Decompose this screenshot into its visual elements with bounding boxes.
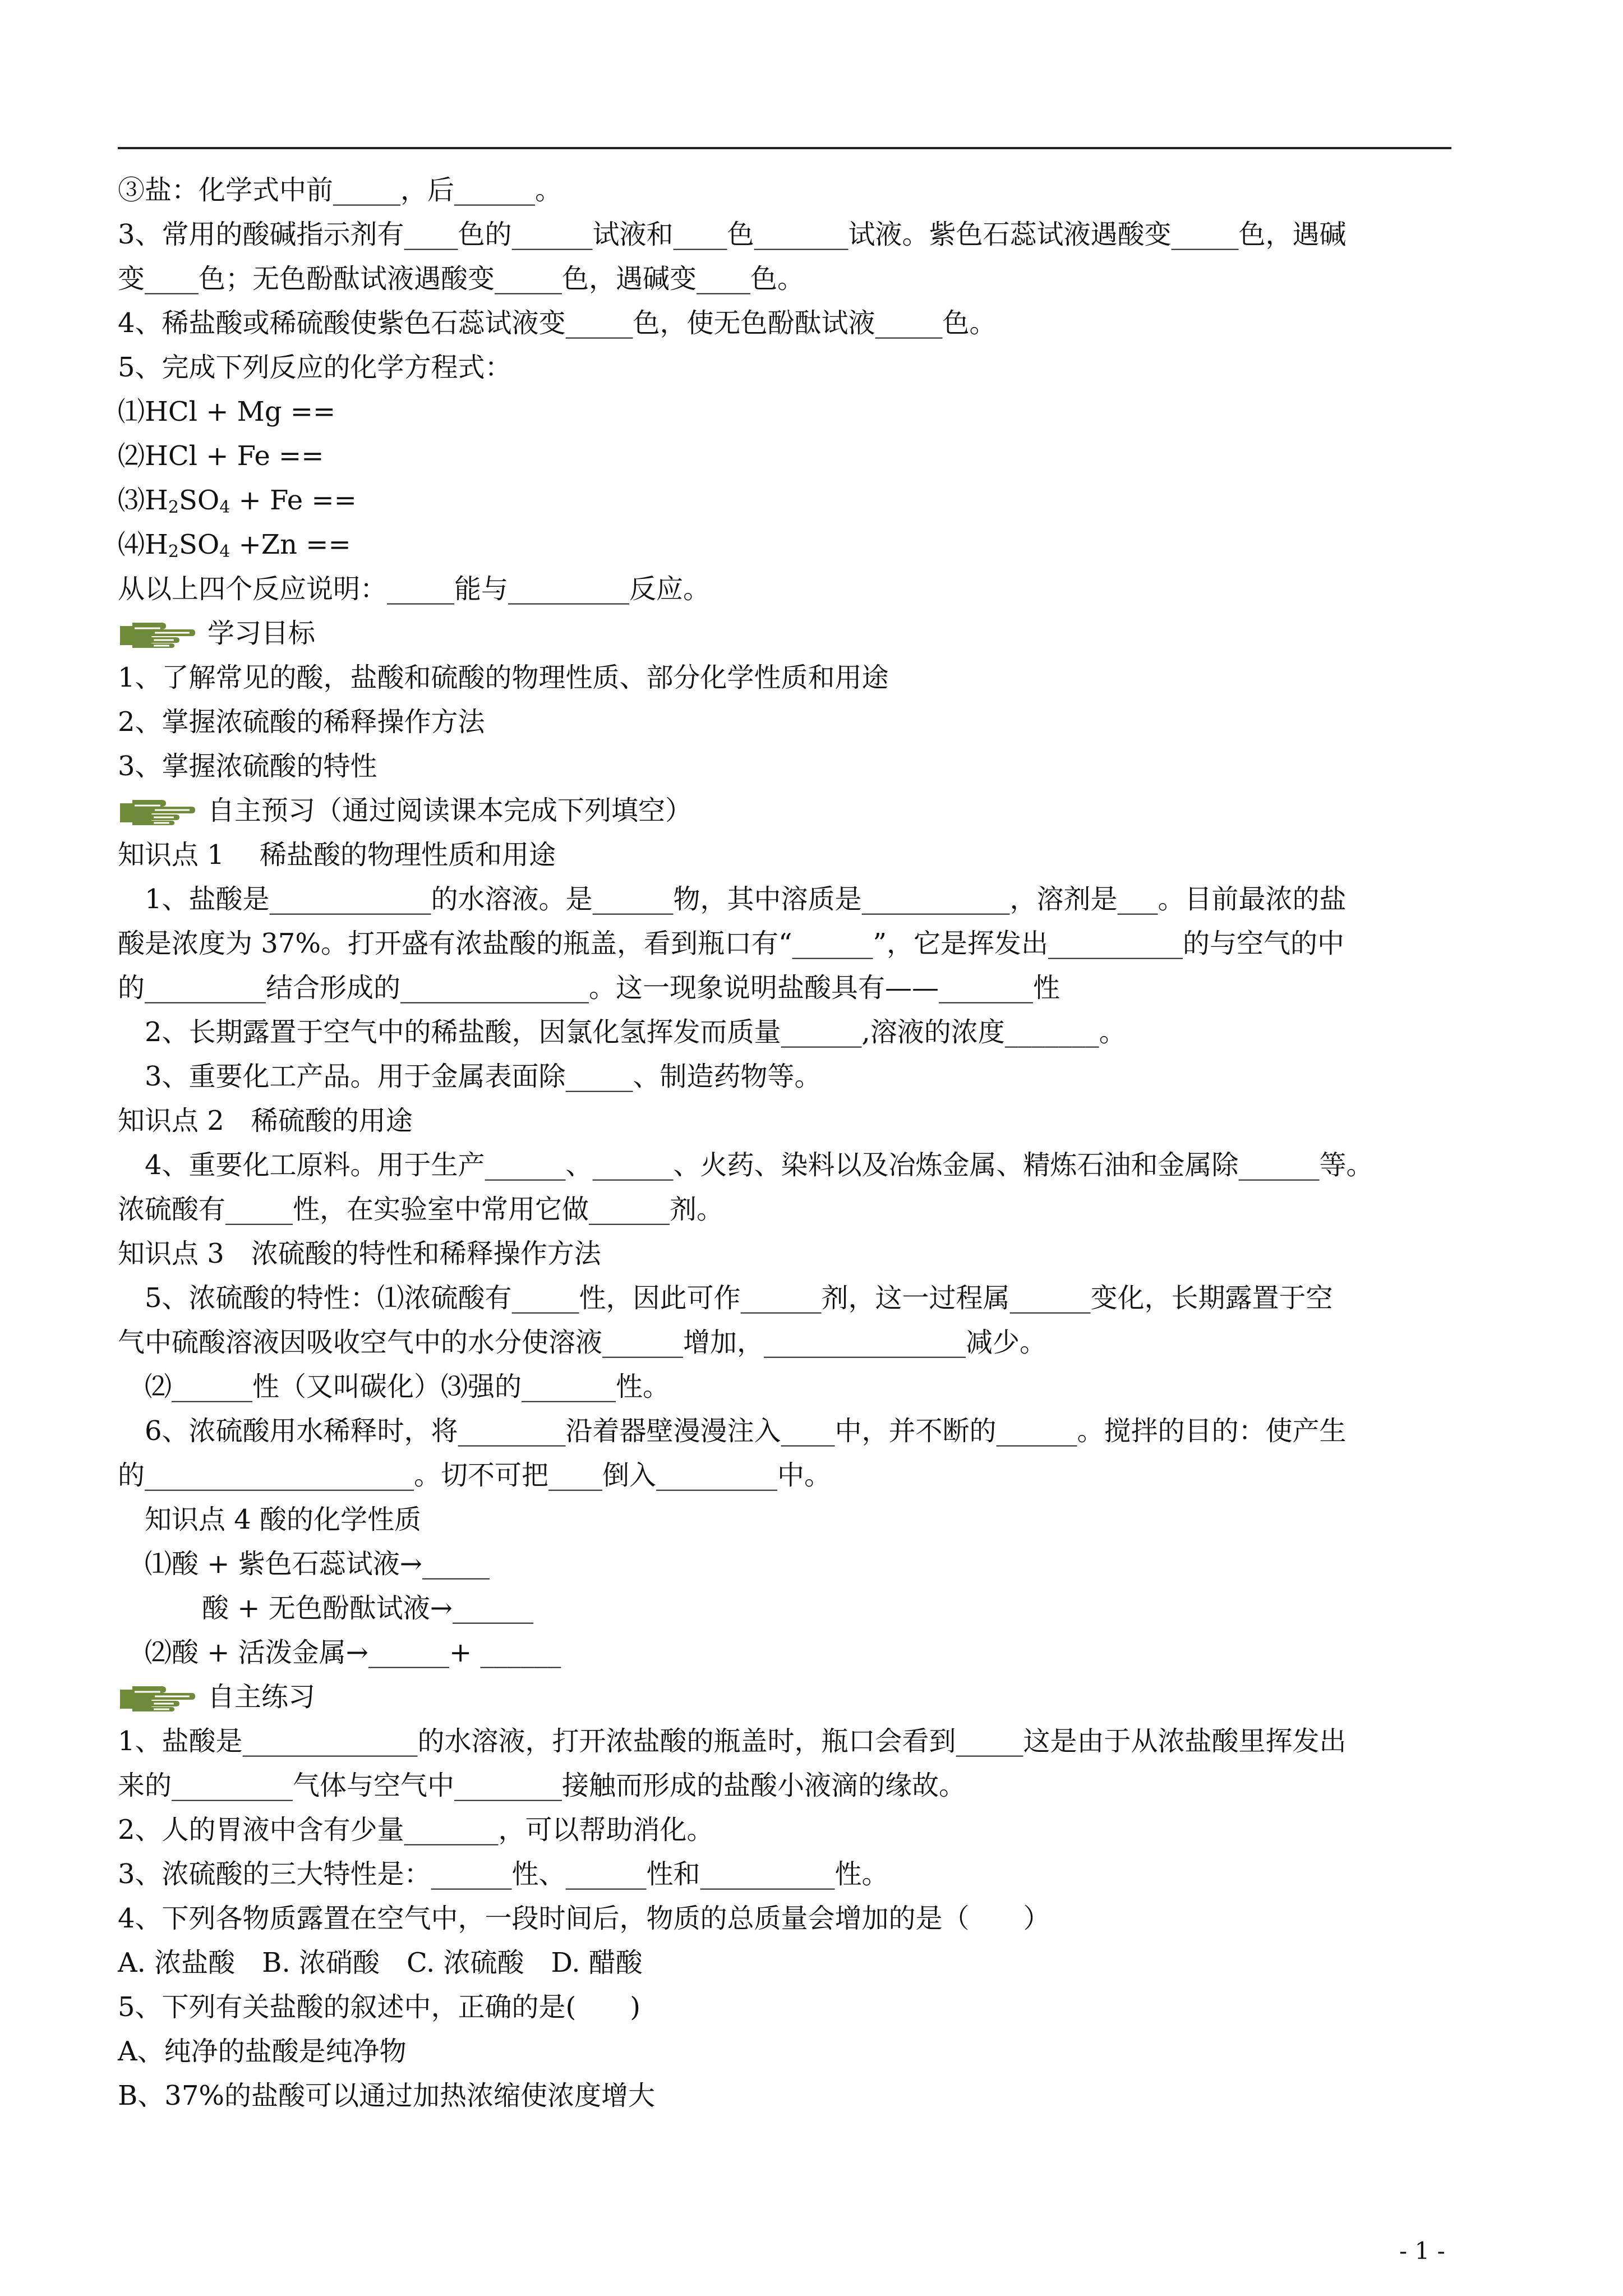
intro-line: ⑴HCl + Mg == [118,396,336,427]
preview-line: 2、长期露置于空气中的稀盐酸，因氯化氢挥发而质量______,溶液的浓度_______。 [145,1016,1126,1048]
section-learning-goals [118,611,1458,656]
pointing-hand-icon [118,794,196,827]
learning-goals-list [118,656,1458,789]
pointing-hand-icon [118,617,196,650]
section-self-practice [118,1675,1458,1719]
self-practice-list [118,1719,1458,2118]
section-title: 学习目标 [208,618,316,649]
worksheet-content [118,168,1458,2118]
preview-line: 6、浓硫酸用水稀释时，将________沿着器壁漫漫注入____中，并不断的______。搅拌的目的：使产生 [145,1415,1347,1447]
preview-line: 知识点 1 稀盐酸的物理性质和用途 [118,839,556,871]
practice-line: 1、盐酸是_____________的水溶液，打开浓盐酸的瓶盖时，瓶口会看到_____这是由于从浓盐酸里挥发出 [118,1726,1347,1757]
practice-line: 5、下列有关盐酸的叙述中，正确的是( ) [118,1991,640,2023]
practice-line: 来的_________气体与空气中________接触而形成的盐酸小液滴的缘故。 [118,1770,966,1801]
preview-line: 气中硫酸溶液因吸收空气中的水分使溶液______增加，_______________减少。 [118,1327,1047,1358]
preview-line: 酸 + 无色酚酞试液→______ [202,1593,533,1624]
preview-line: ⑵酸 + 活泼金属→______+ ______ [145,1637,561,1668]
intro-line: ③盐：化学式中前_____，后______。 [118,174,562,206]
goal-line: 1、了解常见的酸，盐酸和硫酸的物理性质、部分化学性质和用途 [118,662,889,693]
preview-line: 3、重要化工产品。用于金属表面除_____、制造药物等。 [145,1061,822,1092]
practice-line: 2、人的胃液中含有少量_______，可以帮助消化。 [118,1814,714,1846]
pointing-hand-icon [118,1681,196,1713]
header-rule [118,147,1451,149]
practice-line: A、纯净的盐酸是纯净物 [118,2036,407,2067]
preview-line: 的____________________。切不可把____倒入_________中。 [118,1460,832,1491]
self-preview-list [118,833,1458,1675]
preview-line: 4、重要化工原料。用于生产______、______、火药、染料以及冶炼金属、精炼石油和金属除______等。 [145,1149,1373,1181]
goal-line: 2、掌握浓硫酸的稀释操作方法 [118,706,485,738]
preview-line: 的_________结合形成的______________。这一现象说明盐酸具有——_______性 [118,972,1061,1004]
preview-line: 5、浓硫酸的特性：⑴浓硫酸有_____性，因此可作______剂，这一过程属______变化，长期露置于空 [145,1282,1333,1314]
section-title: 自主练习 [208,1681,316,1713]
preview-line: 知识点 2 稀硫酸的用途 [118,1105,413,1137]
section-title: 自主预习（通过阅读课本完成下列填空） [208,795,693,826]
page-number: - 1 - [1399,2237,1445,2265]
preview-line: 酸是浓度为 37%。打开盛有浓盐酸的瓶盖，看到瓶口有“______”，它是挥发出__________的与空气的中 [118,928,1345,959]
intro-line: 5、完成下列反应的化学方程式： [118,352,512,383]
preview-line: 浓硫酸有_____性，在实验室中常用它做______剂。 [118,1194,724,1225]
intro-line: 3、常用的酸碱指示剂有____色的______试液和____色_______试液。紫色石蕊试液遇酸变_____色，遇碱 [118,219,1347,250]
practice-line: A. 浓盐酸 B. 浓硝酸 C. 浓硫酸 D. 醋酸 [118,1947,643,1978]
preview-line: 知识点 3 浓硫酸的特性和稀释操作方法 [118,1238,601,1269]
intro-questions [118,168,1458,478]
practice-line: B、37%的盐酸可以通过加热浓缩使浓度增大 [118,2080,655,2111]
equation-4: $⑷H_2SO_4 +Zn$ == [118,529,351,562]
intro-line: 变____色；无色酚酞试液遇酸变_____色，遇碱变____色。 [118,263,805,295]
preview-line: ⑵______性（又叫碳化）⑶强的_______性。 [145,1371,670,1402]
preview-line: ⑴酸 + 紫色石蕊试液→_____ [145,1548,490,1580]
reaction-summary: 从以上四个反应说明：_____能与_________反应。 [118,573,711,605]
preview-line: 1、盐酸是____________的水溶液。是______物，其中溶质是___________，溶剂是___。目前最浓的盐 [145,884,1347,915]
equation-3: $⑶H_2SO_4 + Fe$ == [118,485,357,517]
practice-line: 3、浓硫酸的三大特性是：______性、______性和__________性。 [118,1858,889,1890]
practice-line: 4、下列各物质露置在空气中，一段时间后，物质的总质量会增加的是（ ） [118,1903,1050,1934]
goal-line: 3、掌握浓硫酸的特性 [118,751,377,782]
intro-line: 4、稀盐酸或稀硫酸使紫色石蕊试液变_____色，使无色酚酞试液_____色。 [118,307,997,339]
intro-line: ⑵HCl + Fe == [118,440,324,472]
preview-line: 知识点 4 酸的化学性质 [145,1504,422,1535]
section-self-preview [118,789,1458,833]
